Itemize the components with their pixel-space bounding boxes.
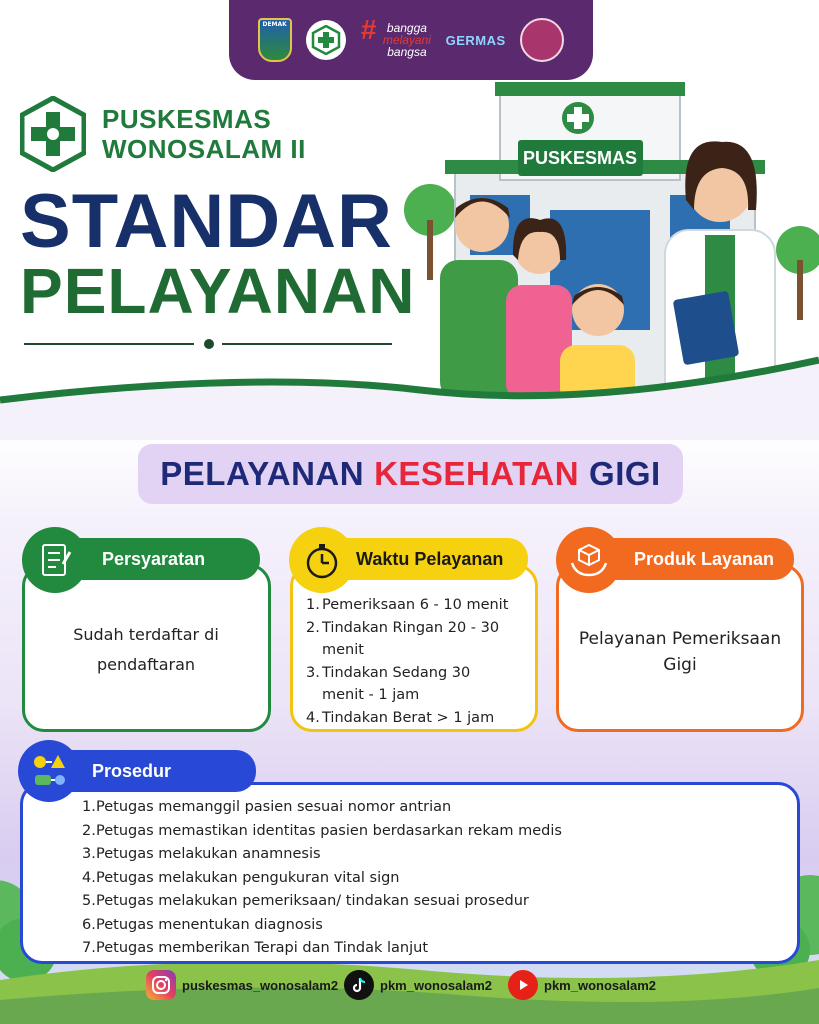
youtube-link[interactable] (508, 970, 656, 1000)
prosedur-list (82, 796, 782, 961)
hands-box-icon (556, 527, 622, 593)
waktu-item-text: Tindakan Sedang 30 (322, 664, 471, 681)
produk-title: Produk Layanan (634, 548, 775, 569)
prosedur-step-6 (82, 914, 782, 938)
service-title-part1: PELAYANAN (160, 455, 365, 492)
building-sign-text: PUSKESMAS (522, 148, 638, 168)
prosedur-step-number: 6. (82, 916, 96, 933)
tiktok-link[interactable] (344, 970, 492, 1000)
persyaratan-title: Persyaratan (102, 548, 206, 569)
prosedur-step-number: 5. (82, 893, 96, 909)
prosedur-step-4 (82, 867, 782, 891)
prosedur-title: Prosedur (92, 760, 172, 781)
produk-text-line2: Gigi (663, 655, 697, 675)
round-seal-icon (520, 18, 564, 62)
waktu-item-text-cont: menit - 1 jam (322, 687, 420, 703)
prosedur-step-number: 1. (82, 799, 96, 815)
prosedur-step-5 (82, 890, 782, 914)
document-checklist-icon (22, 527, 88, 593)
service-title (138, 444, 683, 504)
puskesmas-logo-icon (20, 96, 86, 172)
prosedur-step-number: 3. (82, 846, 96, 862)
prosedur-step-2 (82, 820, 782, 844)
social-links (0, 970, 819, 1006)
persyaratan-text-line1: Sudah terdaftar di (73, 625, 219, 644)
youtube-icon (508, 970, 538, 1000)
instagram-icon (146, 970, 176, 1000)
prosedur-step-number: 7. (82, 940, 96, 956)
bangga-text-1: bangga (386, 21, 427, 35)
prosedur-step-text: Petugas memastikan identitas pasien berdasarkan rekam medis (96, 822, 562, 839)
waktu-item-text: Tindakan Ringan 20 - 30 (322, 619, 500, 636)
waktu-item-number: 3. (306, 664, 320, 681)
service-title-part2: KESEHATAN (374, 455, 580, 492)
brand-name-line1: PUSKESMAS (102, 104, 272, 134)
prosedur-step-1 (82, 796, 782, 820)
tiktok-handle: pkm_wonosalam2 (380, 977, 492, 993)
waktu-item-number: 2. (306, 619, 320, 636)
waktu-item-2 (306, 617, 532, 662)
tiktok-icon (344, 970, 374, 1000)
waktu-item-4 (306, 707, 532, 730)
waktu-item-1 (306, 594, 532, 617)
header-wave-decoration (0, 330, 819, 440)
prosedur-step-text: Petugas memanggil pasien sesuai nomor antrian (96, 799, 452, 815)
bangga-text-3: bangsa (387, 45, 427, 59)
prosedur-step-text: Petugas melakukan pengukuran vital sign (96, 869, 400, 886)
waktu-item-number: 4. (306, 709, 320, 726)
bangga-text-2: melayani (382, 33, 431, 47)
prosedur-step-7 (82, 937, 782, 961)
germas-text: GERMAS (445, 32, 506, 48)
instagram-link[interactable] (146, 970, 338, 1000)
page-title-line2: PELAYANAN (20, 255, 416, 327)
persyaratan-text-line2: pendaftaran (96, 655, 196, 674)
demak-logo-text: DEMAK (262, 21, 287, 28)
demak-logo-icon (258, 18, 292, 62)
produk-text-line1: Pelayanan Pemeriksaan (578, 629, 782, 649)
service-title-part3: GIGI (589, 455, 661, 492)
bangga-melayani-icon: # bangga melayani bangsa (360, 14, 431, 59)
workflow-icon (18, 740, 80, 802)
prosedur-step-text: Petugas memberikan Terapi dan Tindak lanjut (96, 940, 429, 956)
brand-name-line2: WONOSALAM II (102, 134, 306, 164)
stopwatch-icon (289, 527, 355, 593)
persyaratan-text (40, 620, 252, 680)
prosedur-step-text: Petugas melakukan anamnesis (96, 846, 321, 862)
youtube-handle: pkm_wonosalam2 (544, 977, 656, 993)
prosedur-step-text: Petugas melakukan pemeriksaan/ tindakan sesuai prosedur (96, 893, 529, 909)
instagram-handle: puskesmas_wonosalam2 (182, 977, 339, 993)
waktu-list (306, 594, 532, 729)
produk-text (566, 626, 794, 678)
brand-block (20, 96, 306, 172)
prosedur-step-3 (82, 843, 782, 867)
prosedur-step-text: Petugas menentukan diagnosis (96, 916, 323, 933)
waktu-item-text: Tindakan Berat > 1 jam (322, 709, 495, 726)
germas-logo-icon (446, 18, 506, 62)
puskesmas-cross-icon (306, 18, 346, 62)
waktu-item-text: Pemeriksaan 6 - 10 menit (322, 597, 509, 613)
waktu-item-3 (306, 662, 532, 707)
waktu-item-number: 1. (306, 597, 320, 613)
prosedur-step-number: 4. (82, 869, 96, 886)
page-title-line1: STANDAR (20, 179, 393, 264)
waktu-item-text-cont: menit (322, 642, 364, 658)
prosedur-step-number: 2. (82, 822, 96, 839)
waktu-title: Waktu Pelayanan (356, 548, 504, 569)
